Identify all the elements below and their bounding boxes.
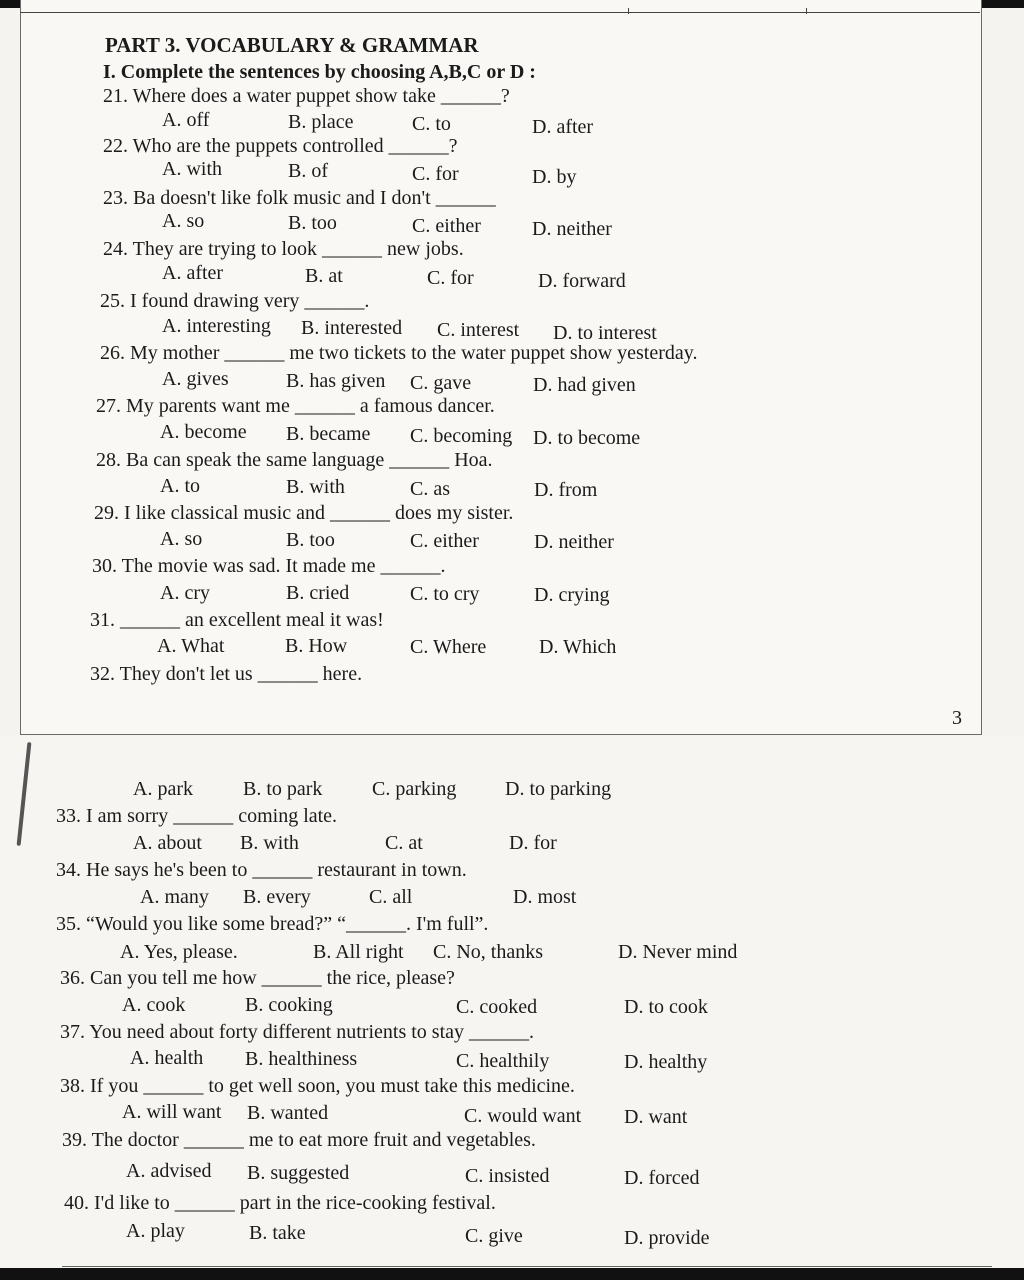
- option-a[interactable]: A. so: [162, 210, 205, 232]
- option-d[interactable]: D. neither: [534, 531, 614, 553]
- option-d[interactable]: D. to become: [533, 427, 641, 449]
- option-b[interactable]: B. cried: [286, 582, 350, 604]
- question-stem: 22. Who are the puppets controlled ______?: [103, 135, 458, 157]
- option-a[interactable]: A. cook: [122, 994, 186, 1016]
- option-d[interactable]: D. crying: [534, 584, 610, 606]
- option-c[interactable]: C. to: [412, 113, 451, 135]
- question-stem: 26. My mother ______ me two tickets to the water puppet show yesterday.: [100, 342, 698, 364]
- option-d[interactable]: D. by: [532, 166, 577, 188]
- option-c[interactable]: C. No, thanks: [433, 941, 543, 963]
- option-b[interactable]: B. cooking: [245, 994, 333, 1016]
- table-rule: [62, 1266, 992, 1267]
- option-c[interactable]: C. for: [427, 267, 474, 289]
- table-rule: [20, 12, 980, 13]
- option-a[interactable]: A. What: [157, 635, 225, 657]
- option-a[interactable]: A. about: [133, 832, 202, 854]
- option-a[interactable]: A. will want: [122, 1101, 222, 1123]
- option-a[interactable]: A. interesting: [162, 315, 271, 337]
- option-b[interactable]: B. became: [286, 423, 371, 445]
- option-b[interactable]: B. too: [286, 529, 335, 551]
- question-stem: 35. “Would you like some bread?” “______. I'm full”.: [56, 913, 489, 935]
- question-stem: 27. My parents want me ______ a famous dancer.: [96, 395, 495, 417]
- table-rule: [628, 8, 629, 14]
- option-d[interactable]: D. to interest: [553, 322, 657, 344]
- option-a[interactable]: A. cry: [160, 582, 210, 604]
- option-d[interactable]: D. forward: [538, 270, 626, 292]
- option-a[interactable]: A. so: [160, 528, 203, 550]
- option-b[interactable]: B. every: [243, 886, 311, 908]
- table-rule: [806, 8, 807, 14]
- question-stem: 39. The doctor ______ me to eat more fruit and vegetables.: [62, 1129, 536, 1151]
- option-c[interactable]: C. for: [412, 163, 459, 185]
- instruction: I. Complete the sentences by choosing A,B,C or D :: [103, 61, 536, 83]
- question-stem: 30. The movie was sad. It made me ______.: [92, 555, 446, 577]
- option-b[interactable]: B. healthiness: [245, 1048, 358, 1070]
- option-a[interactable]: A. with: [162, 158, 222, 180]
- option-a[interactable]: A. gives: [162, 368, 229, 390]
- question-stem: 29. I like classical music and ______ does my sister.: [94, 502, 514, 524]
- bottom-edge: [0, 1268, 1024, 1280]
- option-b[interactable]: B. interested: [301, 317, 403, 339]
- option-c[interactable]: C. would want: [464, 1105, 582, 1127]
- question-stem: 23. Ba doesn't like folk music and I don't ______: [103, 187, 496, 209]
- option-d[interactable]: D. neither: [532, 218, 612, 240]
- option-a[interactable]: A. become: [160, 421, 247, 443]
- option-a[interactable]: A. after: [162, 262, 224, 284]
- option-c[interactable]: C. gave: [410, 372, 472, 394]
- option-b[interactable]: B. of: [288, 160, 328, 182]
- option-d[interactable]: D. forced: [624, 1167, 700, 1189]
- option-b[interactable]: B. too: [288, 212, 337, 234]
- option-d[interactable]: D. from: [534, 479, 598, 501]
- option-d[interactable]: D. for: [509, 832, 557, 854]
- option-b[interactable]: B. How: [285, 635, 348, 657]
- option-b[interactable]: B. suggested: [247, 1162, 350, 1184]
- question-stem: 40. I'd like to ______ part in the rice-cooking festival.: [64, 1192, 496, 1214]
- option-a[interactable]: A. park: [133, 778, 193, 800]
- option-c[interactable]: C. as: [410, 478, 450, 500]
- question-stem: 32. They don't let us ______ here.: [90, 663, 363, 685]
- option-c[interactable]: C. either: [412, 215, 481, 237]
- option-c[interactable]: C. insisted: [465, 1165, 550, 1187]
- option-a[interactable]: A. health: [130, 1047, 204, 1069]
- option-d[interactable]: D. to cook: [624, 996, 708, 1018]
- option-c[interactable]: C. at: [385, 832, 423, 854]
- question-stem: 37. You need about forty different nutrients to stay ______.: [60, 1021, 535, 1043]
- option-d[interactable]: D. to parking: [505, 778, 612, 800]
- option-d[interactable]: D. after: [532, 116, 594, 138]
- question-stem: 21. Where does a water puppet show take ______?: [103, 85, 510, 107]
- option-a[interactable]: A. many: [140, 886, 209, 908]
- option-a[interactable]: A. off: [162, 109, 210, 131]
- page-number: 3: [952, 707, 962, 729]
- option-b[interactable]: B. place: [288, 111, 354, 133]
- option-b[interactable]: B. take: [249, 1222, 306, 1244]
- question-stem: 36. Can you tell me how ______ the rice, please?: [60, 967, 455, 989]
- option-c[interactable]: C. healthily: [456, 1050, 550, 1072]
- option-a[interactable]: A. Yes, please.: [120, 941, 238, 963]
- option-b[interactable]: B. with: [286, 476, 345, 498]
- option-d[interactable]: D. provide: [624, 1227, 710, 1249]
- question-stem: 33. I am sorry ______ coming late.: [56, 805, 338, 827]
- option-b[interactable]: B. wanted: [247, 1102, 329, 1124]
- option-c[interactable]: C. interest: [437, 319, 520, 341]
- option-b[interactable]: B. to park: [243, 778, 323, 800]
- option-d[interactable]: D. most: [513, 886, 577, 908]
- option-c[interactable]: C. all: [369, 886, 413, 908]
- option-c[interactable]: C. Where: [410, 636, 487, 658]
- option-c[interactable]: C. cooked: [456, 996, 538, 1018]
- option-a[interactable]: A. to: [160, 475, 200, 497]
- option-d[interactable]: D. had given: [533, 374, 636, 396]
- option-a[interactable]: A. advised: [126, 1160, 212, 1182]
- option-b[interactable]: B. with: [240, 832, 299, 854]
- option-c[interactable]: C. give: [465, 1225, 523, 1247]
- part-title: PART 3. VOCABULARY & GRAMMAR: [105, 33, 479, 57]
- option-d[interactable]: D. healthy: [624, 1051, 708, 1073]
- option-d[interactable]: D. Never mind: [618, 941, 738, 963]
- option-c[interactable]: C. parking: [372, 778, 457, 800]
- question-stem: 25. I found drawing very ______.: [100, 290, 370, 312]
- question-stem: 31. ______ an excellent meal it was!: [90, 609, 384, 631]
- option-c[interactable]: C. to cry: [410, 583, 480, 605]
- option-c[interactable]: C. becoming: [410, 425, 513, 447]
- option-d[interactable]: D. Which: [539, 636, 617, 658]
- option-c[interactable]: C. either: [410, 530, 479, 552]
- option-a[interactable]: A. play: [126, 1220, 185, 1242]
- option-b[interactable]: B. All right: [313, 941, 404, 963]
- question-stem: 34. He says he's been to ______ restaurant in town.: [56, 859, 467, 881]
- question-stem: 38. If you ______ to get well soon, you must take this medicine.: [60, 1075, 575, 1097]
- option-b[interactable]: B. at: [305, 265, 343, 287]
- question-stem: 24. They are trying to look ______ new jobs.: [103, 238, 464, 260]
- question-stem: 28. Ba can speak the same language ______ Hoa.: [96, 449, 493, 471]
- option-b[interactable]: B. has given: [286, 370, 386, 392]
- option-d[interactable]: D. want: [624, 1106, 688, 1128]
